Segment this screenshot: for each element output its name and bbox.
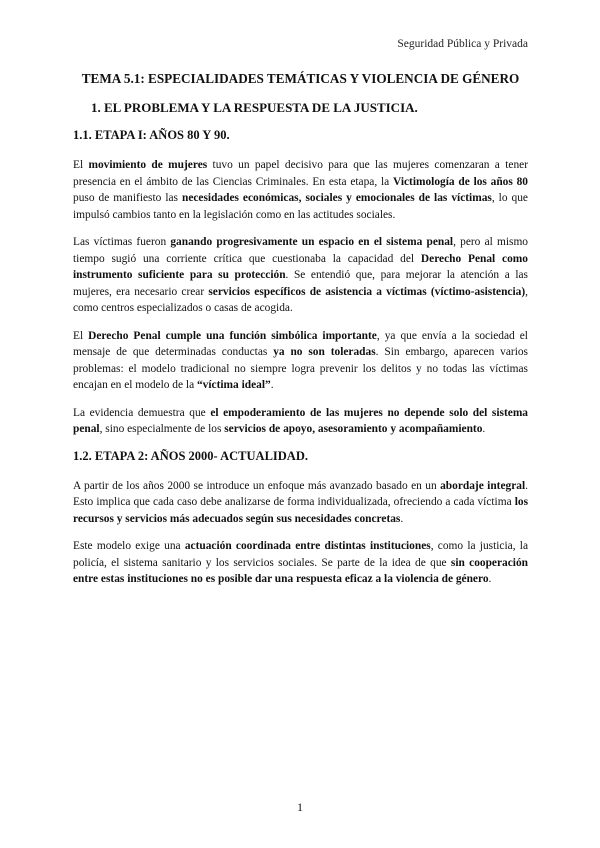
page-number: 1	[297, 800, 303, 814]
text-run: Las víctimas fueron	[73, 236, 171, 248]
paragraph	[73, 478, 528, 528]
bold-text: actuación coordinada entre distintas instituciones	[184, 540, 431, 552]
page-title: TEMA 5.1: ESPECIALIDADES TEMÁTICAS Y VIOLENCIA DE GÉNERO	[81, 71, 520, 86]
text-run: La evidencia demuestra que	[73, 406, 211, 419]
text-run: El	[73, 329, 89, 342]
page-content	[73, 70, 528, 599]
bold-text: los recursos y servicios más adecuados según sus necesidades concretas	[73, 496, 528, 525]
paragraph	[73, 405, 528, 438]
bold-text: sin cooperación entre estas instituciones no es posible dar una respuesta eficaz a la violencia de género	[73, 556, 528, 585]
text-run: .	[488, 573, 492, 585]
bold-text: abordaje integral	[440, 479, 526, 492]
bold-text: servicios específicos de asistencia a víctimas (víctimo-asistencia)	[208, 285, 526, 298]
subsection-heading-stage-2: 1.2. ETAPA 2: AÑOS 2000- ACTUALIDAD.	[73, 448, 308, 463]
text-run: . Esto implica que cada caso debe analizarse de forma individualizada, ofreciendo a cada víctima	[73, 479, 529, 508]
paragraph	[73, 328, 528, 394]
text-run: , como centros especializados o casas de acogida.	[73, 285, 528, 314]
bold-text: “víctima ideal”	[196, 379, 271, 391]
text-run: A partir de los años 2000 se introduce un enfoque más avanzado basado en un	[73, 479, 441, 492]
bold-text: Victimología de los años 80	[393, 175, 528, 188]
text-run: . Se entendió que, para mejorar la atención a las mujeres, era necesario crear	[73, 269, 528, 298]
text-run: , lo que impulsó cambios tanto en la legislación como en las actitudes sociales.	[73, 192, 528, 221]
text-run: puso de manifiesto las	[73, 192, 182, 204]
text-run: , como la justicia, la policía, el sistema sanitario y los servicios sociales. Se parte de la idea de que	[73, 540, 529, 569]
paragraph	[73, 157, 528, 223]
bold-text: el empoderamiento de las mujeres no depende solo del sistema penal	[73, 406, 528, 435]
section-heading: 1. EL PROBLEMA Y LA RESPUESTA DE LA JUSTICIA.	[91, 100, 418, 115]
text-run: Este modelo exige una	[73, 540, 185, 552]
text-run: , sino especialmente de los	[99, 423, 225, 435]
subsection-heading-stage-1: 1.1. ETAPA I: AÑOS 80 Y 90.	[73, 128, 230, 142]
paragraph	[73, 234, 528, 317]
text-run: , pero al mismo tiempo sugió una corriente crítica que cuestionaba la capacidad del	[73, 236, 529, 265]
bold-text: servicios de apoyo, asesoramiento y acompañamiento	[224, 423, 483, 435]
bold-text: Derecho Penal cumple una función simbólica importante	[88, 329, 377, 342]
bold-text: Derecho Penal como instrumento suficiente para su protección	[73, 252, 528, 281]
bold-text: necesidades económicas, sociales y emocionales de las víctimas	[181, 192, 492, 204]
text-run: El	[73, 159, 89, 171]
running-header: Seguridad Pública y Privada	[397, 38, 528, 50]
paragraph	[73, 538, 528, 588]
text-run: . Sin embargo, aparecen varios problemas: el modelo tradicional no siempre logra prevenir los delitos y no todas las víctimas encajan en el modelo de la	[73, 346, 528, 391]
bold-text: ya no son toleradas	[273, 346, 376, 358]
bold-text: movimiento de mujeres	[88, 159, 208, 171]
text-run: .	[400, 512, 404, 525]
text-run: tuvo un papel decisivo para que las mujeres comenzaran a tener presencia en el ámbito de las Ciencias Criminales. En esta etapa, la	[73, 159, 528, 188]
bold-text: ganando progresivamente un espacio en el sistema penal	[170, 236, 454, 248]
text-run: .	[270, 379, 274, 391]
text-run: .	[482, 423, 486, 435]
text-run: , ya que envía a la sociedad el mensaje de que determinadas conductas	[73, 329, 528, 358]
